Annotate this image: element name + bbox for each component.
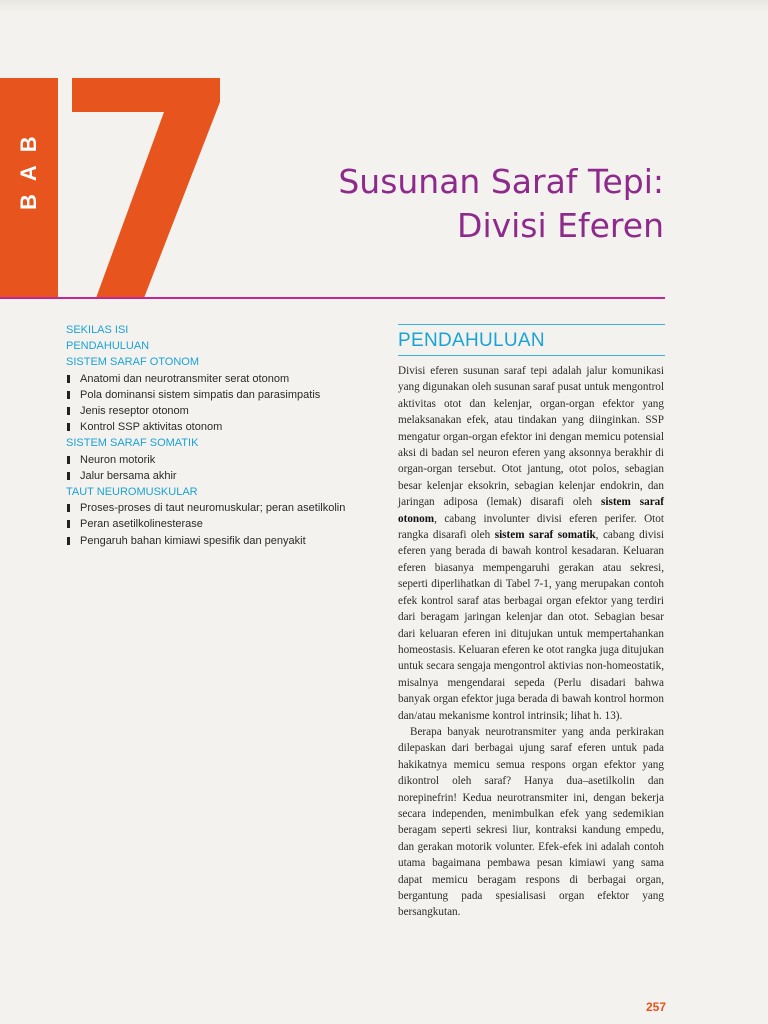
chapter-label: BAB — [16, 123, 41, 210]
chapter-title-line2: Divisi Eferen — [457, 206, 664, 245]
section-rule-top — [398, 324, 665, 325]
toc-item: Neuron motorik — [66, 452, 366, 468]
chapter-number-graphic — [72, 78, 220, 298]
chapter-contents — [66, 322, 366, 549]
toc-item: Pola dominansi sistem simpatis dan parasimpatis — [66, 387, 366, 403]
term-somatik: sistem saraf somatik — [494, 529, 596, 542]
page-number: 257 — [646, 1000, 667, 1014]
paragraph-1-text-c: , cabang involunter divisi eferen perifer. Otot rangka disarafi oleh — [398, 512, 664, 542]
toc-heading-otonom: SISTEM SARAF OTONOM — [66, 356, 200, 369]
chapter-title — [338, 160, 664, 248]
paragraph-1-text-d: , cabang divisi eferen yang berada di bawah kontrol kesadaran. Keluaran eferen biasanya mempengaruhi gerakan atau sekresi, seperti diperlihatkan di Tabel 7-1, yang merupakan contoh efek kontrol saraf atas berbagai organ efektor yang terdiri dari beragam jaringan kelenjar dan otot. Sebagian besar dari keluaran eferen ini ditujukan untuk mempertahankan homeostasis. Keluaran eferen ke otot rangka juga ditujukan untuk secara sengaja mengontrol aktivias non-homeostatik, misalnya mengendarai sepeda (Perlu disadari bahwa banyak organ efektor juga berada di bawah kontrol hormon dan/atau mekanisme kontrol intrinsik; lihat h. 13). — [398, 529, 664, 722]
toc-item: Peran asetilkolinesterase — [66, 516, 366, 532]
toc-item: Pengaruh bahan kimiawi spesifik dan penyakit — [66, 533, 366, 549]
chapter-number-seven — [72, 78, 220, 298]
toc-item: Anatomi dan neurotransmiter serat otonom — [66, 371, 366, 387]
toc-heading-taut: TAUT NEUROMUSKULAR — [66, 486, 198, 499]
term-otonom: sistem saraf otonom — [398, 496, 664, 525]
section-title: PENDAHULUAN — [398, 330, 545, 351]
toc-item: Jenis reseptor otonom — [66, 403, 366, 419]
paragraph-2: Berapa banyak neurotransmiter yang anda perkirakan dilepaskan dari berbagai ujung saraf eferen untuk pada hakikatnya memicu semua respons organ efektor yang dikontrol oleh saraf? Hanya dua–asetilkolin dan norepinefrin! Kedua neurotransmiter ini, dengan bekerja secara independen, menimbulkan efek yang sedemikian beragam seperti sekresi liur, kontraksi kandung empedu, dan gerakan motorik volunter. Efek-efek ini adalah contoh utama bagaimana pembawa pesan kimiawi yang sama dapat memicu beragam respons di berbagai organ, bergantung pada spesialisasi organ efektor yang bersangkutan. — [398, 725, 664, 919]
toc-item: Jalur bersama akhir — [66, 468, 366, 484]
toc-heading-pendahuluan: PENDAHULUAN — [66, 340, 150, 353]
toc-heading-sekilas: SEKILAS ISI — [66, 324, 129, 336]
toc-item: Proses-proses di taut neuromuskular; peran asetilkolin — [66, 500, 366, 516]
toc-heading-somatik: SISTEM SARAF SOMATIK — [66, 437, 199, 450]
title-rule — [0, 297, 665, 299]
chapter-title-line1: Susunan Saraf Tepi: — [338, 162, 664, 201]
body-text — [398, 363, 664, 921]
paragraph-1 — [398, 363, 664, 724]
section-rule-bottom — [398, 355, 665, 356]
paragraph-1-text-a: Divisi eferen susunan saraf tepi adalah jalur komunikasi yang digunakan oleh susunan saraf pusat untuk mengontrol aktivitas otot dan kelenjar, organ-organ efektor yang melaksanakan efek, atau tindakan yang diinginkan. SSP mengatur organ-organ efektor ini dengan memicu potensial aksi di badan sel neuron eferen yang aksonnya berakhir di organ-organ tersebut. Otot jantung, otot polos, sebagian besar kelenjar eksokrin, sebagian kelenjar endokrin, dan jaringan adiposa (lemak) disarafi oleh — [398, 365, 664, 509]
toc-item: Kontrol SSP aktivitas otonom — [66, 419, 366, 435]
page-edge — [0, 0, 768, 12]
